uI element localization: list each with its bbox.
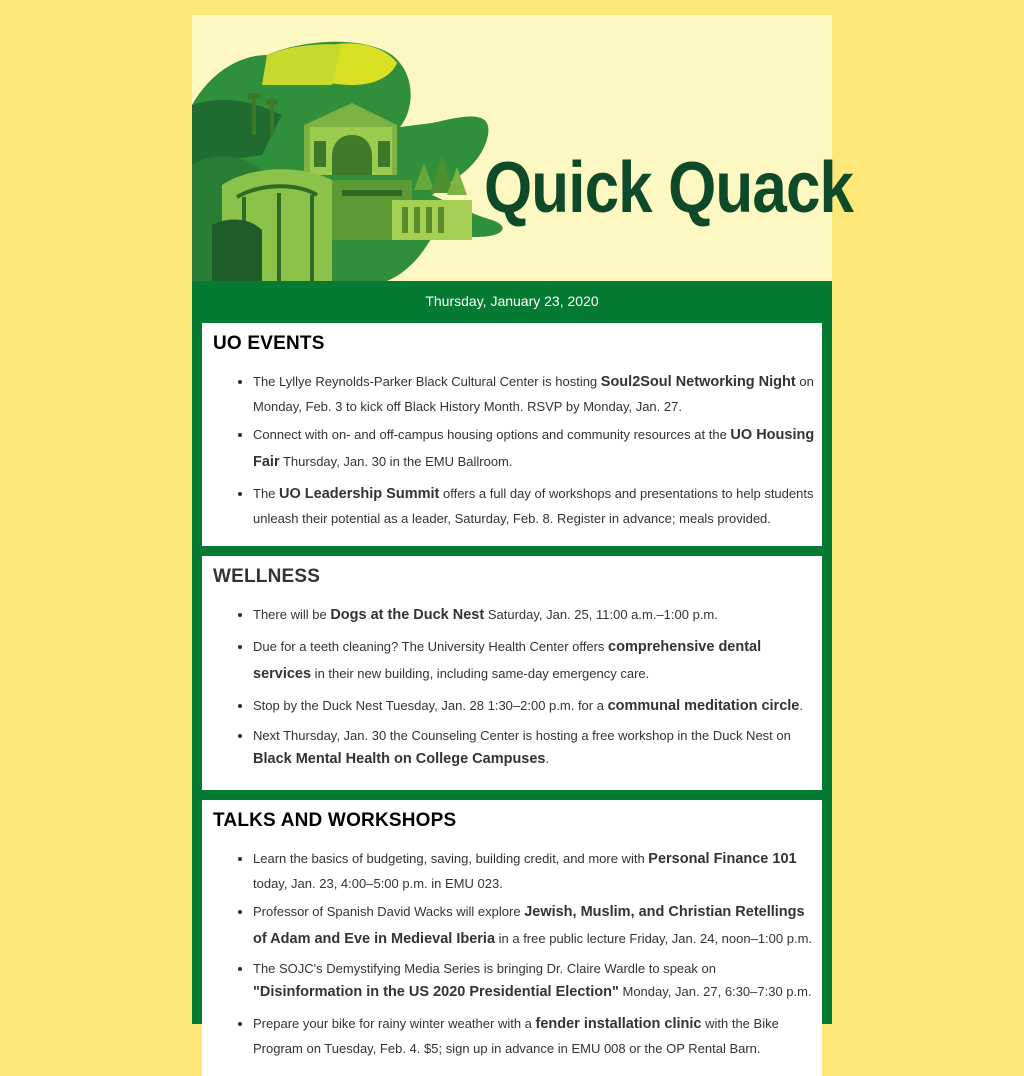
item-text: . <box>545 751 550 766</box>
masthead-banner <box>192 15 854 281</box>
item-text: offers a full day of workshops and presentations to help students unleash their potential as a leader, Saturday, Feb. 8. Register in advance; meals provided. <box>253 486 814 526</box>
item-text: on Monday, Feb. 3 to kick off Black History Month. RSVP by Monday, Jan. 27. <box>253 374 814 414</box>
list-item <box>253 369 822 417</box>
item-text: with the Bike Program on Tuesday, Feb. 4. $5; sign up in advance in EMU 008 or the OP Rental Barn. <box>253 1016 779 1056</box>
event-link[interactable]: Black Mental Health on College Campuses <box>253 751 546 767</box>
item-text: Saturday, Jan. 25, 11:00 a.m.–1:00 p.m. <box>484 607 718 622</box>
section-uo-events <box>202 323 822 546</box>
newsletter-title: Quick Quack <box>484 148 854 228</box>
event-link[interactable]: communal meditation circle <box>607 698 800 714</box>
event-link[interactable]: Jewish, Muslim, and Christian Retellings of Adam and Eve in Medieval Iberia <box>253 904 805 947</box>
section-talks-workshops <box>202 800 822 1076</box>
item-text: Monday, Jan. 27, 6:30–7:30 p.m. <box>618 984 812 999</box>
item-text: . <box>799 698 803 713</box>
item-text: Professor of Spanish David Wacks will explore <box>253 904 525 919</box>
item-text: The Lyllye Reynolds-Parker Black Cultural Center is hosting <box>253 374 601 389</box>
issue-date: Thursday, January 23, 2020 <box>425 293 599 309</box>
event-link[interactable]: fender installation clinic <box>535 1016 702 1032</box>
section-heading: UO EVENTS <box>213 333 325 354</box>
event-link[interactable]: UO Leadership Summit <box>279 486 440 502</box>
section-heading: TALKS AND WORKSHOPS <box>213 810 457 831</box>
event-link[interactable]: "Disinformation in the US 2020 Presidential Election" <box>253 984 619 1000</box>
item-text: There will be <box>253 607 331 622</box>
item-text: Stop by the Duck Nest Tuesday, Jan. 28 1:30–2:00 p.m. for a <box>253 698 608 713</box>
item-text: Next Thursday, Jan. 30 the Counseling Center is hosting a free workshop in the Duck Nest on <box>253 728 791 743</box>
event-link[interactable]: Soul2Soul Networking Night <box>600 374 796 390</box>
item-text: Prepare your bike for rainy winter weather with a <box>253 1016 536 1031</box>
list-item <box>253 602 822 629</box>
item-text: The SOJC's Demystifying Media Series is bringing Dr. Claire Wardle to speak on <box>253 961 716 976</box>
list-item <box>253 422 822 476</box>
list-item <box>253 693 822 720</box>
list-item <box>253 634 822 688</box>
item-text: today, Jan. 23, 4:00–5:00 p.m. in EMU 023. <box>253 876 503 891</box>
event-link[interactable]: Personal Finance 101 <box>648 851 797 867</box>
list-item <box>253 958 822 1006</box>
item-text: Connect with on- and off-campus housing options and community resources at the <box>253 427 731 442</box>
item-text: in a free public lecture Friday, Jan. 24, noon–1:00 p.m. <box>495 931 813 946</box>
item-text: Due for a teeth cleaning? The University Health Center offers <box>253 639 609 654</box>
event-link[interactable]: Dogs at the Duck Nest <box>330 607 485 623</box>
item-text: in their new building, including same-day emergency care. <box>311 666 650 681</box>
list-item <box>253 899 822 953</box>
item-text: Learn the basics of budgeting, saving, building credit, and more with <box>253 851 649 866</box>
event-link[interactable]: comprehensive dental services <box>253 639 762 682</box>
item-text: Thursday, Jan. 30 in the EMU Ballroom. <box>279 454 513 469</box>
list-item <box>253 1011 822 1059</box>
section-wellness <box>202 556 822 790</box>
list-item <box>253 481 822 529</box>
section-heading: WELLNESS <box>213 566 321 587</box>
event-link[interactable]: UO Housing Fair <box>253 427 815 470</box>
list-item <box>253 725 822 773</box>
list-item <box>253 846 822 894</box>
newsletter <box>192 15 854 1056</box>
item-text: The <box>253 486 280 501</box>
